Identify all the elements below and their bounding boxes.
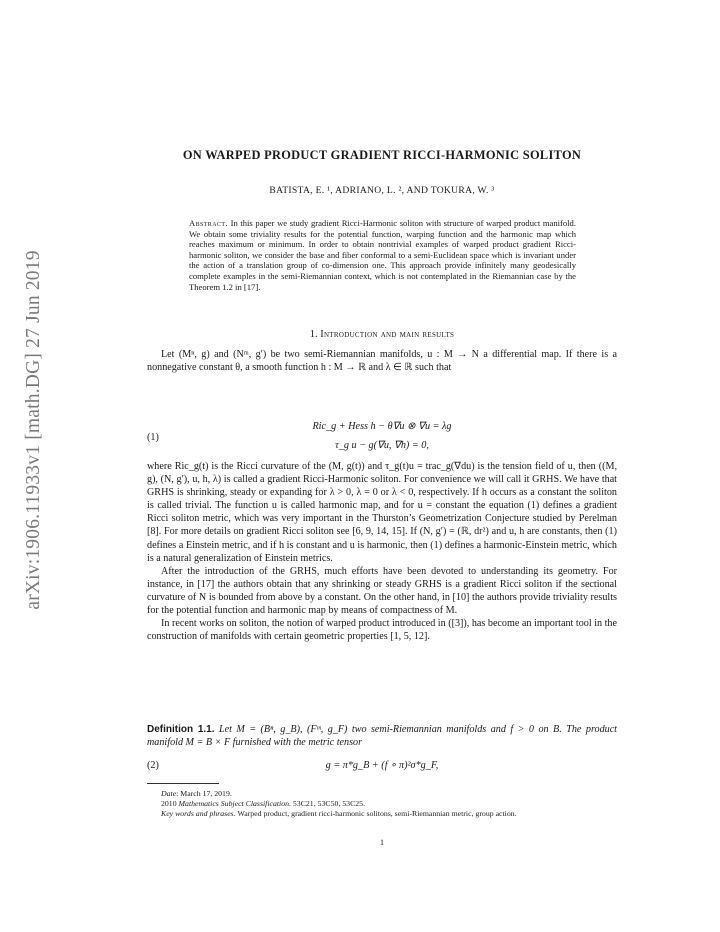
- footnote-date: [147, 789, 617, 799]
- keywords-value: . Warped product, gradient ricci-harmonic solitons, semi-Riemannian metric, group action.: [233, 809, 517, 819]
- msc-year: 2010: [161, 799, 179, 809]
- date-value: : March 17, 2019.: [176, 789, 232, 798]
- arxiv-side-stamp-area: [4, 210, 64, 650]
- paper-authors: BATISTA, E. ¹, ADRIANO, L. ², AND TOKURA, W. ³: [269, 185, 495, 196]
- msc-label: Mathematics Subject Classification: [178, 799, 289, 809]
- equation-2-line: g = π*g_B + (f ∘ π)²σ*g_F,: [325, 760, 439, 771]
- footnote-msc: [147, 799, 617, 809]
- paragraph-warped-product: In recent works on soliton, the notion of warped product introduced in ([3]), has become an important tool in the construction of manifolds with certain geometric properties [1, 5, 12].: [147, 618, 617, 643]
- intro-text: Let (Mⁿ, g) and (Nᵐ, g′) be two semi-Riemannian manifolds, u : M → N a differential map. If there is a nonnegative constant θ, a smooth function h : M → ℝ and λ ∈ ℝ such that: [147, 349, 617, 374]
- footnote-keywords: [147, 809, 617, 819]
- paragraph-definition-grhs: where Ric_g(t) is the Ricci curvature of the (M, g(t)) and τ_g(t)u = trac_g(∇du) is the tension field of u, then ((M, g), (N, g′), u, h, λ) is called a gradient Ricci-Harmonic soliton. For convenience we will call it GRHS. We have that GRHS is shrinking, steady or expanding for λ > 0, λ = 0 or λ < 0, respectively. If h occurs as a constant the soliton is called trivial. The function u is called harmonic map, and for u = constant the equation (1) defines a gradient Ricci soliton metric, which was very important in the Thurston’s Geometrization Conjecture studied by Perelman [8]. For more details on gradient Ricci soliton see [6, 9, 14, 15]. If (N, g′) = (ℝ, dr²) and u, h are constants, then (1) defines a Einstein metric, and if h is constant and u is harmonic, then (1) defines a harmonic-Einstein metric, which is a natural generalization of Einstein metrics.: [147, 461, 617, 564]
- intro-paragraph-1: [147, 348, 617, 374]
- equation-1-line-1: Ric_g + Hess h − θ∇u ⊗ ∇u = λg: [312, 421, 452, 432]
- section-number: 1.: [309, 329, 318, 340]
- page-number: 1: [380, 838, 384, 847]
- section-title: Introduction and main results: [320, 329, 455, 340]
- equation-2: [147, 760, 617, 774]
- paragraph-history: After the introduction of the GRHS, much efforts have been devoted to understanding its geometry. For instance, in [17] the authors obtain that any shrinking or steady GRHS is a gradient Ricci soliton if the sectional curvature of N is bounded from above by a constant. On the other hand, in [10] the authors provide triviality results for the potential function and harmonic map by means of compactness of M.: [147, 565, 617, 617]
- equation-2-number: (2): [147, 760, 159, 771]
- equation-1-number: (1): [147, 432, 159, 443]
- footnotes: [147, 789, 617, 820]
- equation-1-line-2: τ_g u − g(∇u, ∇h) = 0,: [335, 440, 429, 451]
- definition-1-1: [147, 723, 617, 749]
- intro-body: [147, 460, 617, 643]
- footnote-rule: [147, 783, 219, 784]
- abstract-label: Abstract.: [189, 218, 228, 228]
- definition-text: Let M = (Bⁿ, g_B), (Fᵐ, g_F) two semi-Riemannian manifolds and f > 0 on B. The product manifold M = B × F furnished with the metric tensor: [147, 724, 617, 749]
- section-heading: [147, 329, 617, 340]
- equation-1: [147, 421, 617, 455]
- arxiv-identifier: arXiv:1906.11933v1 [math.DG] 27 Jun 2019: [23, 250, 44, 610]
- keywords-label: Key words and phrases: [161, 809, 234, 819]
- msc-value: . 53C21, 53C50, 53C25.: [289, 799, 366, 809]
- definition-heading: Definition 1.1.: [147, 724, 215, 735]
- date-label: Date: [161, 789, 177, 798]
- abstract-block: [189, 218, 576, 292]
- paper-title: ON WARPED PRODUCT GRADIENT RICCI-HARMONIC SOLITON: [182, 148, 582, 162]
- abstract-text: In this paper we study gradient Ricci-Harmonic soliton with structure of warped product manifold. We obtain some triviality results for the potential function, warping function and the harmonic map which reaches maximum or minimum. In order to obtain nontrivial examples of warped product gradient Ricci-harmonic soliton, we consider the base and fiber conformal to a semi-Euclidean space which is invariant under the action of a translation group of co-dimension one. This approach provide infinitely many geodesically complete examples in the semi-Riemannian context, which is not contemplated in the Riemannian case by the Theorem 1.2 in [17].: [189, 218, 576, 292]
